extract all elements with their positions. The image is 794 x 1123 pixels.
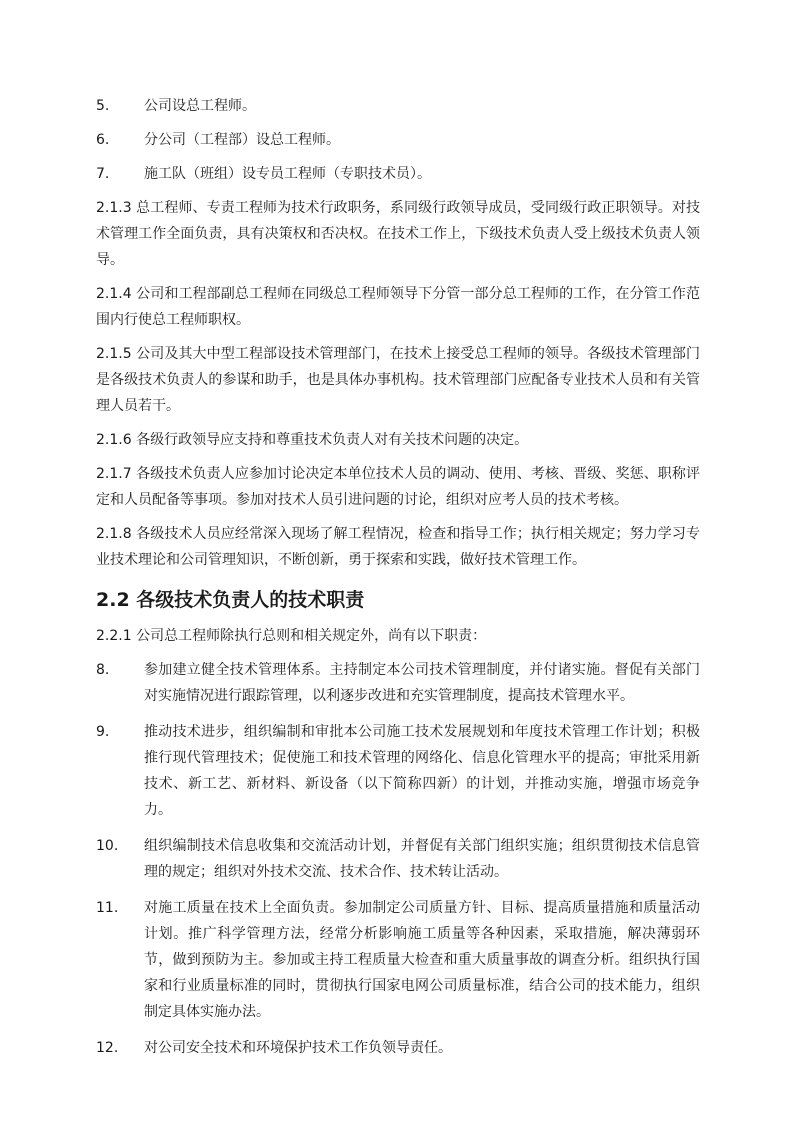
list-item [96, 833, 700, 885]
document-page [96, 93, 700, 1071]
numbered-list-bottom [96, 657, 700, 1061]
paragraph-2-1-4: 2.1.4 公司和工程部副总工程师在同级总工程师领导下分管一部分总工程师的工作，在分管工作范围内行使总工程师职权。 [96, 286, 700, 328]
list-item [96, 1035, 700, 1061]
list-item-number: 9. [96, 724, 110, 740]
list-item-text: 施工队（班组）设专员工程师（专职技术员）。 [144, 166, 431, 182]
list-item-number: 12. [96, 1040, 119, 1056]
paragraph-2-1-5: 2.1.5 公司及其大中型工程部设技术管理部门，在技术上接受总工程师的领导。各级技术管理部门是各级技术负责人的参谋和助手，也是具体办事机构。技术管理部门应配备专业技术人员和有关管理人员若干。 [96, 346, 700, 414]
list-item-number: 6. [96, 132, 110, 148]
list-item-number: 8. [96, 662, 110, 678]
list-item-text: 公司设总工程师。 [144, 98, 256, 114]
list-item [96, 127, 700, 153]
list-item-text: 对公司安全技术和环境保护技术工作负领导责任。 [144, 1040, 452, 1056]
list-item [96, 719, 700, 823]
paragraph-2-1-3: 2.1.3 总工程师、专责工程师为技术行政职务，系同级行政领导成员，受同级行政正职领导。对技术管理工作全面负责，具有决策权和否决权。在技术工作上，下级技术负责人受上级技术负责人领导。 [96, 200, 700, 268]
list-item [96, 657, 700, 709]
list-item [96, 895, 700, 1025]
list-item-number: 11. [96, 900, 119, 916]
numbered-list-top [96, 93, 700, 187]
paragraph-2-1-8: 2.1.8 各级技术人员应经常深入现场了解工程情况，检查和指导工作；执行相关规定；努力学习专业技术理论和公司管理知识，不断创新，勇于探索和实践，做好技术管理工作。 [96, 526, 700, 568]
list-item-number: 5. [96, 98, 110, 114]
list-item-text: 分公司（工程部）设总工程师。 [144, 132, 340, 148]
list-item-text: 组织编制技术信息收集和交流活动计划，并督促有关部门组织实施；组织贯彻技术信息管理的规定；组织对外技术交流、技术合作、技术转让活动。 [144, 838, 700, 880]
list-item-number: 7. [96, 166, 110, 182]
section-heading: 2.2 各级技术负责人的技术职责 [96, 589, 365, 611]
list-item-text: 参加建立健全技术管理体系。主持制定本公司技术管理制度，并付诸实施。督促有关部门对实施情况进行跟踪管理，以利逐步改进和充实管理制度，提高技术管理水平。 [144, 662, 700, 704]
paragraph-2-1-7: 2.1.7 各级技术负责人应参加讨论决定本单位技术人员的调动、使用、考核、晋级、奖惩、职称评定和人员配备等事项。参加对技术人员引进问题的讨论，组织对应考人员的技术考核。 [96, 466, 700, 508]
list-item-text: 推动技术进步，组织编制和审批本公司施工技术发展规划和年度技术管理工作计划；积极推行现代管理技术；促使施工和技术管理的网络化、信息化管理水平的提高；审批采用新技术、新工艺、新材料、新设备（以下简称四新）的计划，并推动实施，增强市场竞争力。 [144, 724, 700, 818]
paragraph-2-1-6: 2.1.6 各级行政领导应支持和尊重技术负责人对有关技术问题的决定。 [96, 432, 529, 448]
list-item [96, 161, 700, 187]
section-intro: 2.2.1 公司总工程师除执行总则和相关规定外，尚有以下职责： [96, 628, 487, 644]
list-item [96, 93, 700, 119]
list-item-number: 10. [96, 838, 119, 854]
list-item-text: 对施工质量在技术上全面负责。参加制定公司质量方针、目标、提高质量措施和质量活动计划。推广科学管理方法，经常分析影响施工质量等各种因素，采取措施，解决薄弱环节，做到预防为主。参加或主持工程质量大检查和重大质量事故的调查分析。组织执行国家和行业质量标准的同时，贯彻执行国家电网公司质量标准，结合公司的技术能力，组织制定具体实施办法。 [144, 900, 700, 1020]
